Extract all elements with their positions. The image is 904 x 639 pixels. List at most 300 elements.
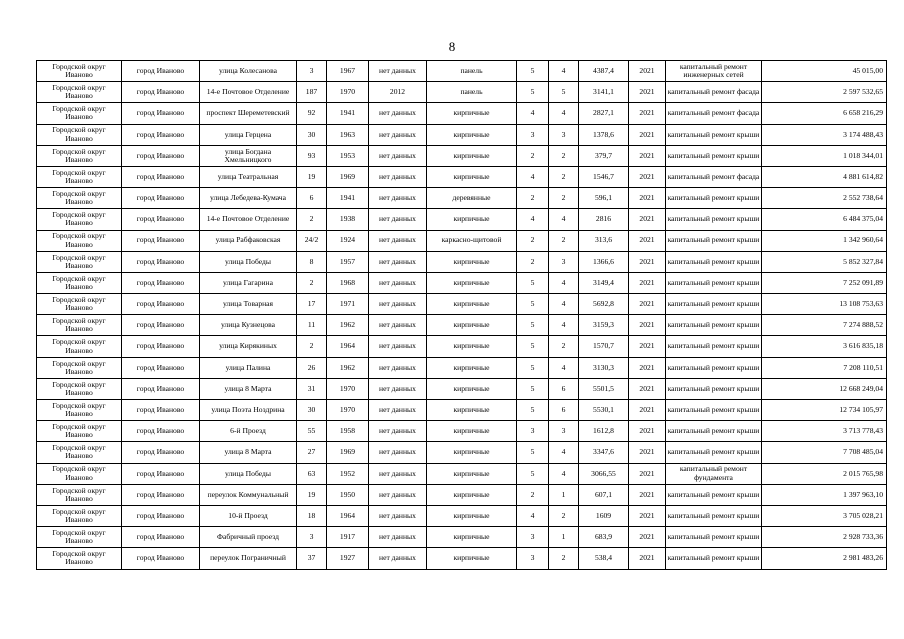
cell-year-built: 1962 bbox=[327, 357, 369, 378]
cell-cost: 7 252 091,89 bbox=[762, 272, 887, 293]
cell-cost: 13 108 753,63 bbox=[762, 294, 887, 315]
cell-area: 5692,8 bbox=[579, 294, 629, 315]
cell-settlement: город Иваново bbox=[122, 505, 200, 526]
cell-year-reconstructed: нет данных bbox=[369, 230, 427, 251]
table-row bbox=[37, 61, 887, 82]
cell-cost: 5 852 327,84 bbox=[762, 251, 887, 272]
cell-street: 14-е Почтовое Отделение bbox=[200, 82, 297, 103]
cell-year-built: 1941 bbox=[327, 188, 369, 209]
cell-work-type: капитальный ремонт крыши bbox=[666, 400, 762, 421]
cell-house: 27 bbox=[297, 442, 327, 463]
cell-house: 8 bbox=[297, 251, 327, 272]
cell-house: 2 bbox=[297, 209, 327, 230]
cell-street: переулок Коммунальный bbox=[200, 484, 297, 505]
cell-wall-material: кирпичные bbox=[427, 124, 517, 145]
cell-plan-year: 2021 bbox=[629, 484, 666, 505]
cell-municipality: Городской округ Иваново bbox=[37, 209, 122, 230]
cell-entrances: 4 bbox=[549, 442, 579, 463]
table-row bbox=[37, 251, 887, 272]
cell-plan-year: 2021 bbox=[629, 336, 666, 357]
table-row bbox=[37, 505, 887, 526]
table-row bbox=[37, 378, 887, 399]
page-number: 8 bbox=[448, 39, 456, 54]
cell-floors: 5 bbox=[517, 315, 549, 336]
cell-year-built: 1938 bbox=[327, 209, 369, 230]
cell-entrances: 4 bbox=[549, 209, 579, 230]
cell-house: 37 bbox=[297, 548, 327, 569]
cell-entrances: 3 bbox=[549, 251, 579, 272]
cell-work-type: капитальный ремонт крыши bbox=[666, 188, 762, 209]
table-row bbox=[37, 463, 887, 484]
cell-municipality: Городской округ Иваново bbox=[37, 378, 122, 399]
cell-entrances: 3 bbox=[549, 421, 579, 442]
cell-municipality: Городской округ Иваново bbox=[37, 527, 122, 548]
cell-wall-material: кирпичные bbox=[427, 166, 517, 187]
cell-settlement: город Иваново bbox=[122, 251, 200, 272]
cell-floors: 5 bbox=[517, 357, 549, 378]
cell-entrances: 2 bbox=[549, 336, 579, 357]
cell-work-type: капитальный ремонт крыши bbox=[666, 272, 762, 293]
cell-year-reconstructed: нет данных bbox=[369, 400, 427, 421]
cell-plan-year: 2021 bbox=[629, 315, 666, 336]
cell-cost: 7 208 110,51 bbox=[762, 357, 887, 378]
cell-floors: 3 bbox=[517, 124, 549, 145]
cell-floors: 3 bbox=[517, 548, 549, 569]
cell-work-type: капитальный ремонт крыши bbox=[666, 527, 762, 548]
cell-street: улица Кузнецова bbox=[200, 315, 297, 336]
cell-year-built: 1924 bbox=[327, 230, 369, 251]
cell-plan-year: 2021 bbox=[629, 61, 666, 82]
table-row bbox=[37, 124, 887, 145]
cell-entrances: 5 bbox=[549, 82, 579, 103]
cell-street: улица Поэта Ноздрина bbox=[200, 400, 297, 421]
cell-municipality: Городской округ Иваново bbox=[37, 230, 122, 251]
cell-plan-year: 2021 bbox=[629, 82, 666, 103]
cell-wall-material: кирпичные bbox=[427, 527, 517, 548]
cell-street: улица Колесанова bbox=[200, 61, 297, 82]
cell-work-type: капитальный ремонт фасада bbox=[666, 82, 762, 103]
cell-settlement: город Иваново bbox=[122, 484, 200, 505]
cell-year-reconstructed: нет данных bbox=[369, 378, 427, 399]
cell-area: 607,1 bbox=[579, 484, 629, 505]
cell-municipality: Городской округ Иваново bbox=[37, 400, 122, 421]
cell-plan-year: 2021 bbox=[629, 103, 666, 124]
cell-year-built: 1963 bbox=[327, 124, 369, 145]
table-row bbox=[37, 357, 887, 378]
cell-year-built: 1953 bbox=[327, 145, 369, 166]
cell-year-reconstructed: нет данных bbox=[369, 442, 427, 463]
table-row bbox=[37, 484, 887, 505]
cell-area: 683,9 bbox=[579, 527, 629, 548]
cell-plan-year: 2021 bbox=[629, 166, 666, 187]
cell-year-built: 1927 bbox=[327, 548, 369, 569]
cell-work-type: капитальный ремонт фасада bbox=[666, 103, 762, 124]
cell-plan-year: 2021 bbox=[629, 124, 666, 145]
cell-year-reconstructed: нет данных bbox=[369, 251, 427, 272]
cell-house: 6 bbox=[297, 188, 327, 209]
cell-entrances: 6 bbox=[549, 400, 579, 421]
cell-wall-material: кирпичные bbox=[427, 421, 517, 442]
cell-municipality: Городской округ Иваново bbox=[37, 442, 122, 463]
cell-street: улица Герцена bbox=[200, 124, 297, 145]
cell-year-built: 1964 bbox=[327, 505, 369, 526]
cell-plan-year: 2021 bbox=[629, 145, 666, 166]
cell-settlement: город Иваново bbox=[122, 442, 200, 463]
cell-entrances: 4 bbox=[549, 272, 579, 293]
cell-floors: 5 bbox=[517, 61, 549, 82]
cell-settlement: город Иваново bbox=[122, 272, 200, 293]
cell-house: 92 bbox=[297, 103, 327, 124]
cell-work-type: капитальный ремонт крыши bbox=[666, 336, 762, 357]
cell-wall-material: кирпичные bbox=[427, 272, 517, 293]
cell-entrances: 2 bbox=[549, 145, 579, 166]
cell-street: улица 8 Марта bbox=[200, 442, 297, 463]
cell-plan-year: 2021 bbox=[629, 463, 666, 484]
cell-area: 1546,7 bbox=[579, 166, 629, 187]
cell-cost: 2 981 483,26 bbox=[762, 548, 887, 569]
cell-settlement: город Иваново bbox=[122, 230, 200, 251]
cell-street: улица Победы bbox=[200, 463, 297, 484]
cell-year-built: 1958 bbox=[327, 421, 369, 442]
cell-settlement: город Иваново bbox=[122, 166, 200, 187]
cell-house: 3 bbox=[297, 61, 327, 82]
cell-area: 1378,6 bbox=[579, 124, 629, 145]
table-row bbox=[37, 421, 887, 442]
table-row bbox=[37, 166, 887, 187]
cell-municipality: Городской округ Иваново bbox=[37, 421, 122, 442]
cell-floors: 2 bbox=[517, 145, 549, 166]
cell-area: 596,1 bbox=[579, 188, 629, 209]
table-row bbox=[37, 400, 887, 421]
cell-plan-year: 2021 bbox=[629, 230, 666, 251]
cell-floors: 5 bbox=[517, 378, 549, 399]
cell-cost: 2 597 532,65 bbox=[762, 82, 887, 103]
cell-cost: 3 713 778,43 bbox=[762, 421, 887, 442]
cell-year-built: 1917 bbox=[327, 527, 369, 548]
cell-street: переулок Пограничный bbox=[200, 548, 297, 569]
cell-area: 2816 bbox=[579, 209, 629, 230]
cell-municipality: Городской округ Иваново bbox=[37, 505, 122, 526]
cell-area: 3066,55 bbox=[579, 463, 629, 484]
cell-wall-material: кирпичные bbox=[427, 442, 517, 463]
cell-house: 18 bbox=[297, 505, 327, 526]
cell-wall-material: кирпичные bbox=[427, 336, 517, 357]
cell-entrances: 4 bbox=[549, 61, 579, 82]
cell-street: улица Богдана Хмельницкого bbox=[200, 145, 297, 166]
cell-plan-year: 2021 bbox=[629, 294, 666, 315]
cell-street: Фабричный проезд bbox=[200, 527, 297, 548]
cell-settlement: город Иваново bbox=[122, 336, 200, 357]
table-row bbox=[37, 272, 887, 293]
cell-year-reconstructed: нет данных bbox=[369, 463, 427, 484]
cell-year-reconstructed: нет данных bbox=[369, 145, 427, 166]
cell-street: улица Победы bbox=[200, 251, 297, 272]
cell-work-type: капитальный ремонт крыши bbox=[666, 421, 762, 442]
cell-area: 3149,4 bbox=[579, 272, 629, 293]
cell-settlement: город Иваново bbox=[122, 315, 200, 336]
table-body bbox=[37, 61, 887, 570]
cell-wall-material: кирпичные bbox=[427, 548, 517, 569]
cell-entrances: 4 bbox=[549, 463, 579, 484]
cell-settlement: город Иваново bbox=[122, 357, 200, 378]
cell-cost: 45 015,00 bbox=[762, 61, 887, 82]
cell-municipality: Городской округ Иваново bbox=[37, 145, 122, 166]
table-row bbox=[37, 442, 887, 463]
table-row bbox=[37, 230, 887, 251]
cell-work-type: капитальный ремонт крыши bbox=[666, 145, 762, 166]
cell-street: улица Театральная bbox=[200, 166, 297, 187]
cell-work-type: капитальный ремонт крыши bbox=[666, 505, 762, 526]
cell-year-reconstructed: нет данных bbox=[369, 505, 427, 526]
cell-floors: 2 bbox=[517, 251, 549, 272]
cell-settlement: город Иваново bbox=[122, 548, 200, 569]
cell-floors: 5 bbox=[517, 82, 549, 103]
cell-entrances: 2 bbox=[549, 548, 579, 569]
cell-work-type: капитальный ремонт фундамента bbox=[666, 463, 762, 484]
cell-work-type: капитальный ремонт крыши bbox=[666, 378, 762, 399]
cell-year-built: 1952 bbox=[327, 463, 369, 484]
cell-settlement: город Иваново bbox=[122, 294, 200, 315]
cell-work-type: капитальный ремонт фасада bbox=[666, 166, 762, 187]
cell-cost: 2 015 765,98 bbox=[762, 463, 887, 484]
cell-house: 19 bbox=[297, 166, 327, 187]
cell-plan-year: 2021 bbox=[629, 272, 666, 293]
cell-street: улица Товарная bbox=[200, 294, 297, 315]
cell-street: 6-й Проезд bbox=[200, 421, 297, 442]
cell-area: 4387,4 bbox=[579, 61, 629, 82]
cell-work-type: капитальный ремонт крыши bbox=[666, 548, 762, 569]
cell-year-built: 1969 bbox=[327, 442, 369, 463]
cell-house: 30 bbox=[297, 124, 327, 145]
table-row bbox=[37, 315, 887, 336]
cell-year-reconstructed: нет данных bbox=[369, 166, 427, 187]
cell-entrances: 6 bbox=[549, 378, 579, 399]
cell-area: 3159,3 bbox=[579, 315, 629, 336]
cell-wall-material: деревянные bbox=[427, 188, 517, 209]
cell-area: 3130,3 bbox=[579, 357, 629, 378]
cell-work-type: капитальный ремонт крыши bbox=[666, 209, 762, 230]
cell-year-built: 1950 bbox=[327, 484, 369, 505]
cell-area: 3141,1 bbox=[579, 82, 629, 103]
cell-wall-material: панель bbox=[427, 82, 517, 103]
cell-wall-material: кирпичные bbox=[427, 294, 517, 315]
cell-street: улица Кирякиных bbox=[200, 336, 297, 357]
cell-house: 2 bbox=[297, 272, 327, 293]
cell-house: 31 bbox=[297, 378, 327, 399]
cell-year-reconstructed: нет данных bbox=[369, 484, 427, 505]
cell-entrances: 2 bbox=[549, 188, 579, 209]
table-row bbox=[37, 209, 887, 230]
cell-year-reconstructed: нет данных bbox=[369, 294, 427, 315]
cell-year-built: 1970 bbox=[327, 400, 369, 421]
cell-floors: 3 bbox=[517, 527, 549, 548]
cell-work-type: капитальный ремонт крыши bbox=[666, 294, 762, 315]
cell-cost: 1 397 963,10 bbox=[762, 484, 887, 505]
cell-settlement: город Иваново bbox=[122, 463, 200, 484]
cell-municipality: Городской округ Иваново bbox=[37, 272, 122, 293]
table-row bbox=[37, 336, 887, 357]
cell-area: 5530,1 bbox=[579, 400, 629, 421]
cell-settlement: город Иваново bbox=[122, 188, 200, 209]
cell-cost: 6 658 216,29 bbox=[762, 103, 887, 124]
cell-floors: 5 bbox=[517, 294, 549, 315]
cell-wall-material: кирпичные bbox=[427, 357, 517, 378]
cell-floors: 5 bbox=[517, 272, 549, 293]
cell-municipality: Городской округ Иваново bbox=[37, 124, 122, 145]
cell-plan-year: 2021 bbox=[629, 378, 666, 399]
cell-area: 2827,1 bbox=[579, 103, 629, 124]
cell-wall-material: кирпичные bbox=[427, 251, 517, 272]
cell-municipality: Городской округ Иваново bbox=[37, 294, 122, 315]
cell-year-built: 1964 bbox=[327, 336, 369, 357]
cell-year-built: 1968 bbox=[327, 272, 369, 293]
cell-settlement: город Иваново bbox=[122, 145, 200, 166]
cell-wall-material: кирпичные bbox=[427, 145, 517, 166]
cell-street: проспект Шереметевский bbox=[200, 103, 297, 124]
cell-settlement: город Иваново bbox=[122, 61, 200, 82]
cell-plan-year: 2021 bbox=[629, 505, 666, 526]
cell-area: 1609 bbox=[579, 505, 629, 526]
cell-municipality: Городской округ Иваново bbox=[37, 357, 122, 378]
cell-year-reconstructed: нет данных bbox=[369, 124, 427, 145]
cell-year-reconstructed: нет данных bbox=[369, 548, 427, 569]
cell-entrances: 2 bbox=[549, 166, 579, 187]
table-row bbox=[37, 82, 887, 103]
cell-year-reconstructed: нет данных bbox=[369, 421, 427, 442]
cell-wall-material: кирпичные bbox=[427, 505, 517, 526]
cell-house: 63 bbox=[297, 463, 327, 484]
table-row bbox=[37, 103, 887, 124]
cell-municipality: Городской округ Иваново bbox=[37, 548, 122, 569]
cell-plan-year: 2021 bbox=[629, 442, 666, 463]
cell-cost: 2 928 733,36 bbox=[762, 527, 887, 548]
cell-floors: 3 bbox=[517, 421, 549, 442]
cell-municipality: Городской округ Иваново bbox=[37, 61, 122, 82]
cell-cost: 12 734 105,97 bbox=[762, 400, 887, 421]
cell-area: 538,4 bbox=[579, 548, 629, 569]
cell-plan-year: 2021 bbox=[629, 527, 666, 548]
cell-work-type: капитальный ремонт крыши bbox=[666, 124, 762, 145]
cell-year-reconstructed: нет данных bbox=[369, 61, 427, 82]
cell-street: улица Лебедева-Кумача bbox=[200, 188, 297, 209]
cell-settlement: город Иваново bbox=[122, 124, 200, 145]
cell-area: 379,7 bbox=[579, 145, 629, 166]
cell-entrances: 4 bbox=[549, 315, 579, 336]
cell-floors: 5 bbox=[517, 442, 549, 463]
cell-municipality: Городской округ Иваново bbox=[37, 188, 122, 209]
cell-wall-material: кирпичные bbox=[427, 400, 517, 421]
housing-repair-table bbox=[36, 60, 887, 570]
table-row bbox=[37, 548, 887, 569]
cell-work-type: капитальный ремонт крыши bbox=[666, 230, 762, 251]
cell-wall-material: каркасно-щитовой bbox=[427, 230, 517, 251]
cell-year-built: 1970 bbox=[327, 378, 369, 399]
cell-cost: 3 705 028,21 bbox=[762, 505, 887, 526]
cell-wall-material: кирпичные bbox=[427, 315, 517, 336]
cell-floors: 4 bbox=[517, 209, 549, 230]
cell-settlement: город Иваново bbox=[122, 378, 200, 399]
cell-cost: 1 018 344,01 bbox=[762, 145, 887, 166]
cell-street: улица Гагарина bbox=[200, 272, 297, 293]
cell-house: 26 bbox=[297, 357, 327, 378]
cell-house: 187 bbox=[297, 82, 327, 103]
cell-year-built: 1957 bbox=[327, 251, 369, 272]
cell-wall-material: кирпичные bbox=[427, 103, 517, 124]
cell-year-built: 1971 bbox=[327, 294, 369, 315]
cell-year-reconstructed: 2012 bbox=[369, 82, 427, 103]
cell-entrances: 1 bbox=[549, 484, 579, 505]
cell-floors: 4 bbox=[517, 166, 549, 187]
cell-house: 55 bbox=[297, 421, 327, 442]
cell-municipality: Городской округ Иваново bbox=[37, 315, 122, 336]
cell-plan-year: 2021 bbox=[629, 188, 666, 209]
cell-settlement: город Иваново bbox=[122, 103, 200, 124]
table-row bbox=[37, 527, 887, 548]
cell-floors: 2 bbox=[517, 484, 549, 505]
cell-plan-year: 2021 bbox=[629, 251, 666, 272]
cell-cost: 3 616 835,18 bbox=[762, 336, 887, 357]
cell-work-type: капитальный ремонт инженерных сетей bbox=[666, 61, 762, 82]
cell-year-reconstructed: нет данных bbox=[369, 209, 427, 230]
cell-year-built: 1967 bbox=[327, 61, 369, 82]
cell-settlement: город Иваново bbox=[122, 400, 200, 421]
cell-house: 17 bbox=[297, 294, 327, 315]
cell-year-built: 1970 bbox=[327, 82, 369, 103]
cell-floors: 2 bbox=[517, 230, 549, 251]
cell-year-built: 1962 bbox=[327, 315, 369, 336]
cell-work-type: капитальный ремонт крыши bbox=[666, 315, 762, 336]
cell-street: 14-е Почтовое Отделение bbox=[200, 209, 297, 230]
cell-cost: 7 708 485,04 bbox=[762, 442, 887, 463]
cell-cost: 1 342 960,64 bbox=[762, 230, 887, 251]
cell-municipality: Городской округ Иваново bbox=[37, 82, 122, 103]
cell-entrances: 4 bbox=[549, 357, 579, 378]
cell-street: улица Палина bbox=[200, 357, 297, 378]
cell-year-reconstructed: нет данных bbox=[369, 103, 427, 124]
cell-entrances: 2 bbox=[549, 505, 579, 526]
cell-plan-year: 2021 bbox=[629, 421, 666, 442]
cell-municipality: Городской округ Иваново bbox=[37, 166, 122, 187]
cell-entrances: 1 bbox=[549, 527, 579, 548]
cell-street: улица Рабфаковская bbox=[200, 230, 297, 251]
cell-year-reconstructed: нет данных bbox=[369, 357, 427, 378]
cell-work-type: капитальный ремонт крыши bbox=[666, 442, 762, 463]
cell-work-type: капитальный ремонт крыши bbox=[666, 251, 762, 272]
cell-area: 1570,7 bbox=[579, 336, 629, 357]
cell-year-reconstructed: нет данных bbox=[369, 188, 427, 209]
cell-year-reconstructed: нет данных bbox=[369, 527, 427, 548]
table-row bbox=[37, 188, 887, 209]
cell-cost: 6 484 375,04 bbox=[762, 209, 887, 230]
cell-house: 30 bbox=[297, 400, 327, 421]
cell-plan-year: 2021 bbox=[629, 357, 666, 378]
cell-entrances: 4 bbox=[549, 103, 579, 124]
cell-street: 10-й Проезд bbox=[200, 505, 297, 526]
table-row bbox=[37, 145, 887, 166]
cell-municipality: Городской округ Иваново bbox=[37, 103, 122, 124]
cell-wall-material: кирпичные bbox=[427, 378, 517, 399]
cell-year-built: 1941 bbox=[327, 103, 369, 124]
cell-year-reconstructed: нет данных bbox=[369, 336, 427, 357]
cell-cost: 2 552 738,64 bbox=[762, 188, 887, 209]
table-row bbox=[37, 294, 887, 315]
cell-wall-material: кирпичные bbox=[427, 463, 517, 484]
cell-floors: 5 bbox=[517, 400, 549, 421]
cell-wall-material: кирпичные bbox=[427, 209, 517, 230]
cell-cost: 12 668 249,04 bbox=[762, 378, 887, 399]
cell-work-type: капитальный ремонт крыши bbox=[666, 357, 762, 378]
cell-work-type: капитальный ремонт крыши bbox=[666, 484, 762, 505]
